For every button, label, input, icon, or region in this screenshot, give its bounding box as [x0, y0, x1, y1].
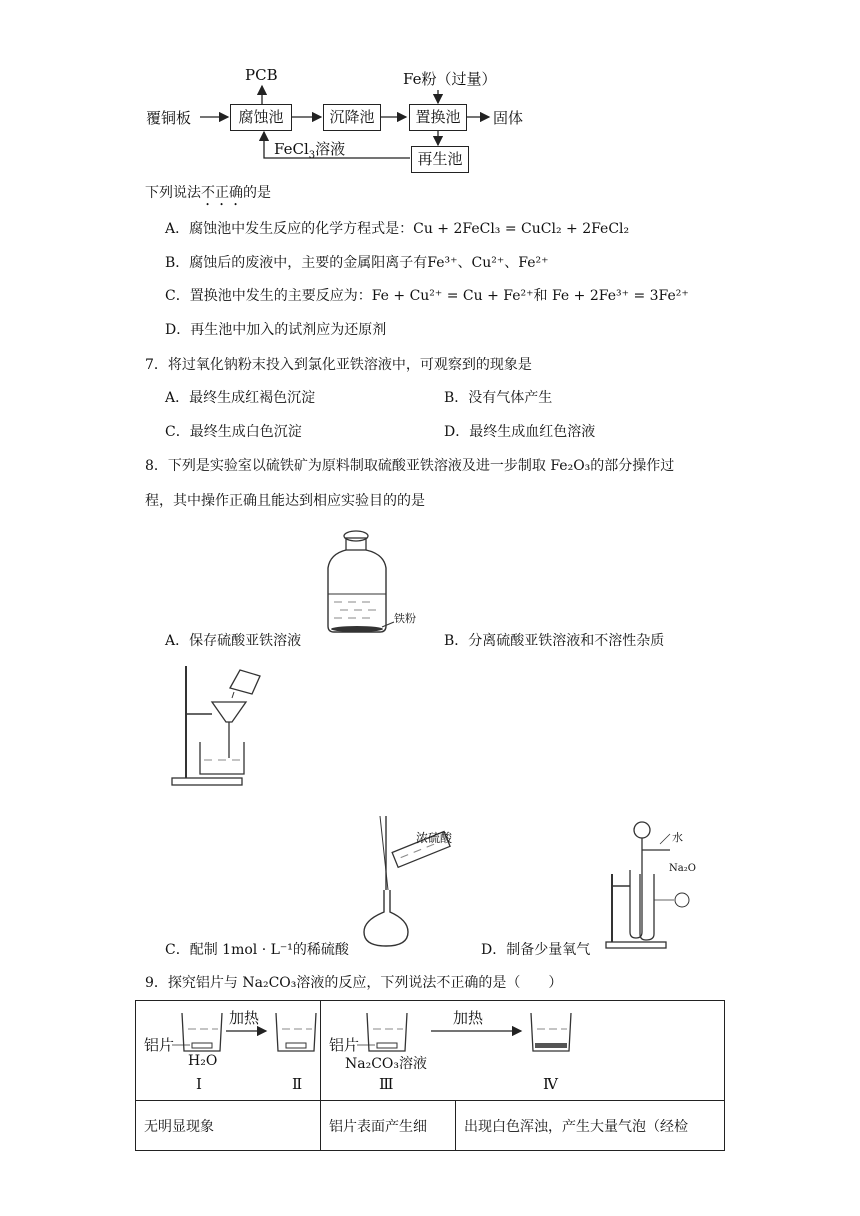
q9-heat-label-1: 加热 [229, 1009, 260, 1027]
flow-solid-label: 固体 [493, 109, 524, 127]
q9-figure-cell-2 [321, 1001, 725, 1101]
flow-source-label: 覆铜板 [146, 109, 192, 127]
q9-roman-2: Ⅱ [292, 1075, 303, 1093]
flow-pcb-label: PCB [245, 66, 278, 84]
q9-table-cell-3: 出现白色浑浊，产生大量气泡（经检 [456, 1101, 725, 1151]
q8-option-b: B．分离硫酸亚铁溶液和不溶性杂质 [444, 633, 665, 649]
q6-option-b: B．腐蚀后的废液中，主要的金属阳离子有Fe³⁺、Cu²⁺、Fe²⁺ [165, 255, 549, 271]
q6-prompt: 下列说法不正确的是 [145, 185, 271, 201]
q9-al-sheet-label-2: 铝片 [329, 1036, 360, 1054]
q9-al-sheet-label-1: 铝片 [144, 1036, 175, 1054]
q9-heat-label-2: 加热 [453, 1009, 484, 1027]
q7-option-a: A．最终生成红褐色沉淀 [165, 390, 316, 406]
label-water: 水 [672, 831, 683, 844]
q9-figure-cell-1 [136, 1001, 321, 1101]
q9-table-cell-1: 无明显现象 [136, 1101, 321, 1151]
q9-roman-1: Ⅰ [196, 1075, 202, 1093]
q8-option-a: A．保存硫酸亚铁溶液 [165, 633, 302, 649]
q9-stem: 9．探究铝片与 Na₂CO₃溶液的反应，下列说法不正确的是（ ） [145, 975, 563, 991]
q6-option-d: D．再生池中加入的试剂应为还原剂 [165, 322, 387, 338]
q8-stem-line2: 程，其中操作正确且能达到相应实验目的的是 [145, 493, 425, 509]
q7-stem: 7．将过氧化钠粉末投入到氯化亚铁溶液中，可观察到的现象是 [145, 357, 532, 373]
flow-fe-powder-label: Fe粉（过量） [403, 70, 497, 88]
q6-option-a: A．腐蚀池中发生反应的化学方程式是：Cu + 2FeCl₃ = CuCl₂ + 2FeCl₂ [165, 221, 630, 237]
flow-replacement-pool-box: 置换池 [409, 104, 467, 131]
q6-option-c: C．置换池中发生的主要反应为：Fe + Cu²⁺ = Cu + Fe²⁺和 Fe + 2Fe³⁺ = 3Fe²⁺ [165, 288, 689, 304]
label-na2o: Na₂O [669, 863, 696, 874]
flow-regeneration-pool-box: 再生池 [411, 146, 469, 173]
q7-option-b: B．没有气体产生 [444, 390, 553, 406]
q9-table [135, 1000, 725, 1151]
q7-option-d: D．最终生成血红色溶液 [444, 424, 596, 440]
q9-roman-3: Ⅲ [379, 1075, 394, 1093]
label-iron-powder: 铁粉 [394, 612, 416, 625]
q7-option-c: C．最终生成白色沉淀 [165, 424, 302, 440]
q8-option-d: D．制备少量氧气 [481, 942, 591, 958]
q8-stem-line1: 8．下列是实验室以硫铁矿为原料制取硫酸亚铁溶液及进一步制取 Fe₂O₃的部分操作过 [145, 458, 675, 474]
flow-corrosion-pool-box: 腐蚀池 [230, 104, 292, 131]
q9-table-cell-2: 铝片表面产生细 [321, 1101, 456, 1151]
q9-roman-4: Ⅳ [543, 1075, 558, 1093]
q9-water-label: H₂O [188, 1053, 218, 1069]
q9-na2co3-label: Na₂CO₃溶液 [345, 1056, 428, 1072]
oxygen-preparation-apparatus-illustration [600, 814, 720, 954]
filtration-apparatus-illustration [168, 662, 273, 790]
label-conc-sulfuric-acid: 浓硫酸 [416, 831, 453, 845]
q8-option-c: C．配制 1mol · L⁻¹的稀硫酸 [165, 942, 349, 958]
flow-fecl3-label: FeCl$_3$溶液 [274, 140, 346, 161]
flow-settling-pool-box: 沉降池 [323, 104, 381, 131]
